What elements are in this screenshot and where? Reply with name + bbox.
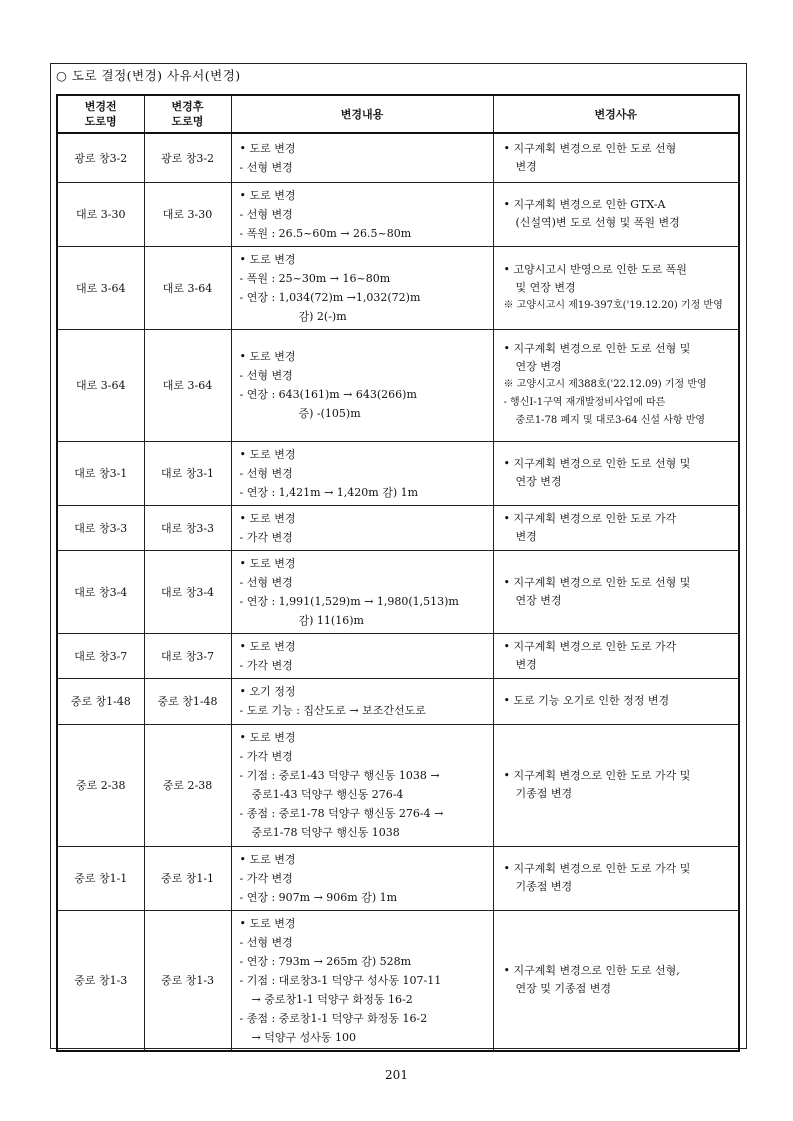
cell-change-reason (493, 633, 739, 678)
cell-change-content (231, 910, 493, 1051)
reason-line: 연장 변경 (515, 475, 562, 488)
cell-after-road-name: 중로 창1-1 (144, 846, 231, 910)
content-line: • 오기 정정 (239, 685, 296, 698)
reason-line: (신설역)변 도로 선형 및 폭원 변경 (515, 216, 680, 229)
cell-change-content (231, 441, 493, 505)
cell-after-road-name: 대로 3-64 (144, 329, 231, 441)
reason-line: • 지구계획 변경으로 인한 도로 선형 및 (503, 457, 691, 470)
cell-change-reason (493, 678, 739, 724)
table-row (57, 678, 739, 724)
cell-before-road-name: 대로 창3-1 (57, 441, 144, 505)
table-row (57, 550, 739, 633)
table-row (57, 910, 739, 1051)
cell-change-content (231, 133, 493, 182)
cell-after-road-name: 대로 3-64 (144, 246, 231, 329)
header-after: 변경후 도로명 (144, 95, 231, 133)
content-line: - 선형 변경 (239, 160, 293, 174)
cell-change-content (231, 182, 493, 246)
content-line: - 연장 : 1,034(72)m →1,032(72)m (239, 290, 421, 304)
reason-line: 기종점 변경 (515, 880, 573, 893)
content-line: • 도로 변경 (239, 350, 296, 363)
content-line: • 도로 변경 (239, 639, 296, 653)
content-line: - 선형 변경 (239, 369, 293, 382)
content-line: - 종점 : 중로창1-1 덕양구 화정동 16-2 (239, 1011, 428, 1025)
cell-change-content (231, 550, 493, 633)
reason-line: • 지구계획 변경으로 인한 도로 가각 (503, 639, 677, 653)
reason-line: • 지구계획 변경으로 인한 도로 가각 및 (503, 862, 691, 875)
road-change-table (56, 94, 740, 1052)
content-line: 감) 11(16)m (298, 613, 364, 627)
content-line: • 도로 변경 (239, 141, 296, 155)
content-line: • 도로 변경 (239, 556, 296, 570)
cell-before-road-name: 대로 3-30 (57, 182, 144, 246)
header-before: 변경전 도로명 (57, 95, 144, 133)
cell-change-content (231, 724, 493, 846)
content-line: - 가각 변경 (239, 658, 293, 672)
content-line: • 도로 변경 (239, 252, 296, 266)
cell-change-reason (493, 182, 739, 246)
reason-line: • 지구계획 변경으로 인한 도로 선형 (503, 141, 677, 155)
cell-before-road-name: 대로 창3-7 (57, 633, 144, 678)
reason-line: 기종점 변경 (515, 787, 573, 800)
content-line: - 연장 : 907m → 906m 감) 1m (239, 890, 398, 904)
table-header-row (57, 95, 739, 133)
content-line: → 중로창1-1 덕양구 화정동 16-2 (251, 992, 413, 1006)
content-line: - 폭원 : 26.5~60m → 26.5~80m (239, 226, 412, 240)
cell-before-road-name: 중로 창1-48 (57, 678, 144, 724)
cell-before-road-name: 대로 3-64 (57, 246, 144, 329)
reason-line: ※ 고양시고시 제19-397호('19.12.20) 기정 반영 (503, 299, 723, 311)
table-row (57, 133, 739, 182)
reason-line: 및 연장 변경 (515, 280, 576, 294)
cell-change-reason (493, 724, 739, 846)
cell-after-road-name: 대로 창3-3 (144, 505, 231, 550)
content-line: - 폭원 : 25~30m → 16~80m (239, 271, 391, 285)
content-line: • 도로 변경 (239, 447, 296, 461)
cell-before-road-name: 광로 창3-2 (57, 133, 144, 182)
cell-change-reason (493, 246, 739, 329)
cell-change-reason (493, 133, 739, 182)
content-line: 중로1-78 덕양구 행신동 1038 (251, 826, 400, 839)
content-line: • 도로 변경 (239, 852, 296, 866)
content-line: - 선형 변경 (239, 466, 293, 480)
content-line: - 연장 : 1,991(1,529)m → 1,980(1,513)m (239, 594, 459, 608)
reason-line: • 지구계획 변경으로 인한 도로 가각 및 (503, 769, 691, 782)
content-line: - 도로 기능 : 집산도로 → 보조간선도로 (239, 704, 426, 717)
cell-change-reason (493, 441, 739, 505)
content-line: • 도로 변경 (239, 916, 296, 930)
content-line: - 기점 : 중로1-43 덕양구 행신동 1038 → (239, 769, 440, 782)
header-content: 변경내용 (231, 95, 493, 133)
content-line: - 연장 : 1,421m → 1,420m 감) 1m (239, 485, 419, 499)
reason-line: 연장 및 기종점 변경 (515, 982, 611, 995)
content-line: - 기점 : 대로창3-1 덕양구 성사동 107-11 (239, 973, 442, 987)
cell-before-road-name: 중로 창1-1 (57, 846, 144, 910)
reason-line: • 고양시고시 반영으로 인한 도로 폭원 (503, 262, 687, 276)
cell-change-reason (493, 550, 739, 633)
header-reason: 변경사유 (493, 95, 739, 133)
content-line: 증) -(105)m (298, 407, 361, 420)
content-line: • 도로 변경 (239, 511, 296, 525)
content-line: → 덕양구 성사동 100 (251, 1030, 356, 1044)
reason-line: • 지구계획 변경으로 인한 도로 가각 (503, 511, 677, 525)
cell-change-content (231, 633, 493, 678)
reason-line: 변경 (515, 529, 537, 543)
cell-after-road-name: 중로 창1-48 (144, 678, 231, 724)
content-line: - 가각 변경 (239, 530, 293, 544)
cell-before-road-name: 대로 창3-4 (57, 550, 144, 633)
content-line: • 도로 변경 (239, 731, 296, 744)
content-line: - 가각 변경 (239, 871, 293, 885)
cell-before-road-name: 대로 3-64 (57, 329, 144, 441)
cell-after-road-name: 대로 창3-7 (144, 633, 231, 678)
content-line: - 연장 : 793m → 265m 감) 528m (239, 954, 412, 968)
page-number: 201 (385, 1068, 408, 1082)
cell-after-road-name: 중로 2-38 (144, 724, 231, 846)
cell-before-road-name: 대로 창3-3 (57, 505, 144, 550)
cell-change-reason (493, 846, 739, 910)
content-line: - 가각 변경 (239, 750, 293, 763)
content-line: - 선형 변경 (239, 935, 293, 949)
table-row (57, 846, 739, 910)
content-line: • 도로 변경 (239, 188, 296, 202)
table-row (57, 441, 739, 505)
reason-line: 연장 변경 (515, 360, 562, 373)
reason-line: • 지구계획 변경으로 인한 도로 선형 및 (503, 342, 691, 355)
reason-line: • 지구계획 변경으로 인한 GTX-A (503, 198, 666, 211)
content-line: - 선형 변경 (239, 575, 293, 589)
reason-line: - 행신Ⅰ-1구역 재개발정비사업에 따른 (503, 397, 666, 408)
reason-line: • 지구계획 변경으로 인한 도로 선형 및 (503, 575, 691, 589)
reason-line: • 도로 기능 오기로 인한 정정 변경 (503, 694, 670, 707)
reason-line: 변경 (515, 159, 537, 173)
reason-line: 변경 (515, 657, 537, 671)
content-line: - 선형 변경 (239, 207, 293, 221)
reason-line: ※ 고양시고시 제388호('22.12.09) 기정 반영 (503, 379, 707, 390)
cell-after-road-name: 대로 창3-4 (144, 550, 231, 633)
content-line: 감) 2(-)m (298, 309, 347, 323)
cell-before-road-name: 중로 창1-3 (57, 910, 144, 1051)
content-line: 중로1-43 덕양구 행신동 276-4 (251, 788, 404, 801)
content-line: - 종점 : 중로1-78 덕양구 행신동 276-4 → (239, 807, 444, 820)
reason-line: • 지구계획 변경으로 인한 도로 선형, (503, 964, 680, 977)
table-row (57, 182, 739, 246)
table-row (57, 329, 739, 441)
cell-change-reason (493, 505, 739, 550)
cell-after-road-name: 광로 창3-2 (144, 133, 231, 182)
cell-before-road-name: 중로 2-38 (57, 724, 144, 846)
reason-line: 중로1-78 폐지 및 대로3-64 신설 사항 반영 (515, 415, 706, 426)
cell-change-content (231, 505, 493, 550)
table-row (57, 633, 739, 678)
section-title: ○ 도로 결정(변경) 사유서(변경) (56, 68, 241, 83)
cell-change-reason (493, 329, 739, 441)
cell-after-road-name: 중로 창1-3 (144, 910, 231, 1051)
cell-change-reason (493, 910, 739, 1051)
cell-change-content (231, 678, 493, 724)
cell-after-road-name: 대로 3-30 (144, 182, 231, 246)
cell-change-content (231, 846, 493, 910)
cell-after-road-name: 대로 창3-1 (144, 441, 231, 505)
content-line: - 연장 : 643(161)m → 643(266)m (239, 388, 417, 401)
table-row (57, 246, 739, 329)
table-row (57, 724, 739, 846)
cell-change-content (231, 329, 493, 441)
cell-change-content (231, 246, 493, 329)
table-row (57, 505, 739, 550)
reason-line: 연장 변경 (515, 593, 562, 607)
